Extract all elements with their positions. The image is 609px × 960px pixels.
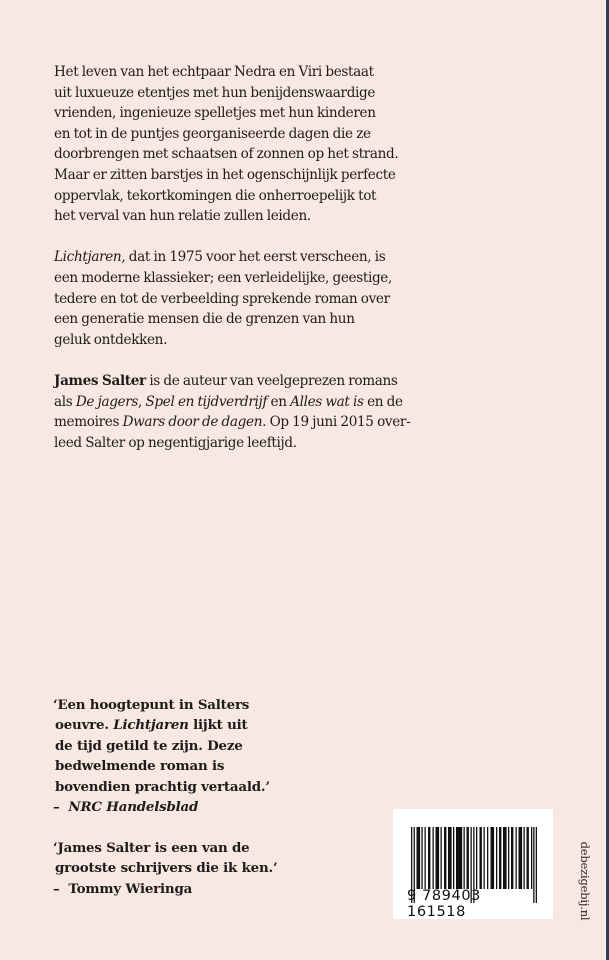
book-title: Lichtjaren <box>113 717 189 734</box>
book-title: Spel en tijdverdrijf <box>145 393 268 410</box>
quote-text: ‘Een hoogtepunt in Salters oeuvre. Lichtjaren lijkt uit de tijd getild te zijn. Deze bedwelmende roman is bovendien prachtig vertaald.’ <box>53 697 270 795</box>
review-quotes <box>53 695 373 919</box>
review-quote <box>53 838 373 899</box>
quote-text: ‘James Salter is een van de grootste schrijvers die ik ken.’ <box>53 839 278 877</box>
publisher-url: debezigebij.nl <box>578 841 592 921</box>
blurb-paragraph-author-bio: James Salter is de auteur van veelgeprezen romans als De jagers, Spel en tijdverdrijf en Alles wat is en de memoires Dwars door de dagen. Op 19 juni 2015 over- leed Salter op negentigjarige leeftijd. <box>54 372 411 451</box>
isbn-barcode <box>393 809 553 919</box>
blurb-paragraph-synopsis: Het leven van het echtpaar Nedra en Viri bestaat uit luxueuze etentjes met hun benijdenswaardige vrienden, ingenieuze spelletjes met hun kinderen en tot in de puntjes georganiseerde dagen die ze doorbrengen met schaatsen of zonnen op het strand. Maar er zitten barstjes in het ogenschijnlijk perfecte oppervlak, tekortkomingen die onherroepelijk tot het verval van hun relatie zullen leiden. <box>54 64 399 225</box>
review-quote <box>53 695 373 817</box>
author-name: James Salter <box>54 372 146 389</box>
book-title: Lichtjaren <box>54 249 122 266</box>
book-title: De jagers <box>75 393 139 410</box>
book-title: Alles wat is <box>290 393 364 410</box>
quote-source: Tommy Wieringa <box>68 880 193 897</box>
quote-attribution: – NRC Handelsblad <box>53 799 199 816</box>
blurb-text <box>54 62 554 474</box>
quote-attribution: – Tommy Wieringa <box>53 880 193 897</box>
isbn-number: 9 789403 161518 <box>407 888 481 920</box>
quote-source: NRC Handelsblad <box>68 799 199 816</box>
book-title: Dwars door de dagen <box>122 414 263 431</box>
blurb-paragraph-classic: Lichtjaren, dat in 1975 voor het eerst verscheen, is een moderne klassieker; een verleidelijke, geestige, tedere en tot de verbeelding sprekende roman over een generatie mensen die de grenzen van hun geluk ontdekken. <box>54 249 392 348</box>
